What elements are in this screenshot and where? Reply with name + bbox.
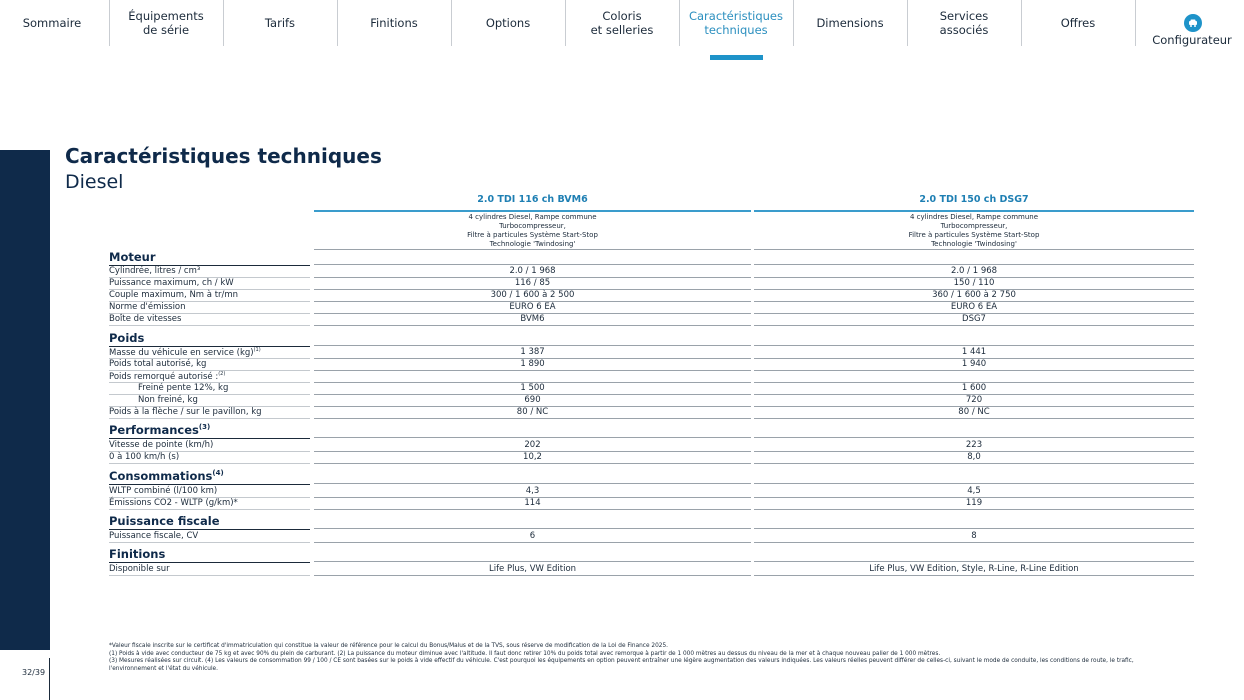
nav-tab-label: Services associés	[939, 9, 989, 37]
row-label	[109, 440, 213, 450]
row-label-text: WLTP combiné (l/100 km)	[109, 486, 218, 496]
value-cell-150ch: 8,0	[967, 452, 981, 462]
row-divider	[314, 463, 751, 464]
row-label-text: Disponible sur	[109, 564, 170, 574]
value-cell-116ch: 690	[524, 395, 541, 405]
row-label-text: Boîte de vitesses	[109, 314, 182, 324]
footnote-line: (1) Poids à vide avec conducteur de 75 kg et avec 90% du plein de carburant. (2) La puissance du moteur diminue avec l'altitude. Il faut donc retirer 10% du poids total avec remorque à partir de 1 000 mètres au dessus du niveau de la mer et à chaque nouveau palier de 1 000 mètres.	[109, 650, 941, 657]
engine-header-rule	[754, 210, 1194, 212]
value-cell-116ch: 10,2	[523, 452, 542, 462]
footnote-line: l'environnement et l'état du véhicule.	[109, 665, 218, 672]
row-label	[109, 347, 261, 358]
row-divider	[754, 483, 1194, 484]
footnotes	[109, 643, 1199, 673]
section-rule	[109, 438, 310, 439]
value-cell-150ch: 720	[965, 395, 983, 405]
row-divider	[754, 437, 1194, 438]
row-divider	[754, 264, 1194, 265]
row-label	[109, 486, 217, 496]
row-divider	[754, 575, 1194, 576]
nav-tab-1[interactable]	[110, 0, 222, 46]
nav-tab-8[interactable]	[908, 0, 1020, 46]
value-cell-116ch: 300 / 1 600 à 2 500	[490, 290, 575, 300]
section-rule	[109, 484, 310, 485]
value-cell-150ch: 360 / 1 600 à 2 750	[932, 290, 1016, 300]
nav-tab-label: Sommaire	[22, 16, 82, 30]
engine-name: 2.0 TDI 116 ch BVM6	[477, 194, 588, 205]
row-divider	[314, 575, 751, 576]
row-divider	[754, 463, 1194, 464]
engine-name: 2.0 TDI 150 ch DSG7	[919, 194, 1029, 205]
value-cell-116ch: 4,3	[525, 486, 540, 496]
value-cell-116ch: 2.0 / 1 968	[509, 266, 556, 276]
row-divider	[109, 418, 310, 419]
row-footnote-ref: (1)	[253, 347, 261, 353]
row-label-text: Poids total autorisé, kg	[109, 359, 207, 369]
row-label-text: Puissance maximum, ch / kW	[109, 278, 234, 288]
nav-tab-label: Finitions	[370, 16, 418, 30]
value-cell-150ch: 80 / NC	[958, 407, 990, 417]
row-divider	[754, 345, 1194, 346]
footnote-line: (3) Mesures réalisées sur circuit. (4) Les valeurs de consommation 99 / 100 / CE sont basées sur le poids à vide effectif du véhicule. C'est pourquoi les équipements en option peuvent entraîner une légère augmentation des valeurs indiquées. Les valeurs réelles peuvent différer de celles-ci, suivant le mode de conduite, les conditions de route, le trafic,	[109, 658, 1134, 664]
section-title-text: Poids	[109, 331, 145, 345]
row-label-text: Norme d'émission	[109, 302, 186, 312]
value-cell-150ch: 1 940	[961, 359, 987, 369]
value-cell-150ch: Life Plus, VW Edition, Style, R-Line, R-Line Edition	[869, 564, 1079, 574]
row-divider	[314, 325, 751, 326]
page-divider	[49, 658, 50, 700]
value-cell-150ch: 1 441	[961, 347, 987, 357]
nav-tab-label: Configurateur	[1152, 33, 1232, 47]
car-configurator-icon[interactable]	[1184, 14, 1202, 32]
section-title-text: Finitions	[109, 547, 166, 561]
value-cell-116ch: EURO 6 EA	[509, 302, 556, 312]
row-label	[109, 302, 186, 312]
row-label	[138, 395, 198, 405]
row-divider	[109, 463, 310, 464]
section-title-poids	[109, 331, 144, 345]
section-title-consommations	[109, 469, 224, 483]
nav-tab-7[interactable]	[794, 0, 906, 46]
row-label	[109, 266, 200, 276]
row-divider	[754, 509, 1194, 510]
value-cell-150ch: EURO 6 EA	[950, 302, 998, 312]
nav-tab-label: Offres	[1060, 16, 1096, 30]
row-divider	[314, 370, 751, 371]
row-divider	[314, 249, 751, 250]
row-label	[109, 498, 238, 508]
row-label	[109, 359, 206, 369]
row-label-text: Couple maximum, Nm à tr/mn	[109, 290, 239, 300]
row-footnote-ref: (2)	[218, 371, 226, 377]
section-title-finitions	[109, 547, 165, 561]
row-label-text: Non freiné, kg	[138, 395, 198, 405]
row-divider	[754, 249, 1194, 250]
row-label-text: Émissions CO2 - WLTP (g/km)*	[109, 498, 238, 508]
nav-tab-label: Dimensions	[816, 16, 884, 30]
row-divider	[754, 325, 1194, 326]
section-footnote-ref: (3)	[198, 423, 211, 432]
value-cell-150ch: 119	[965, 498, 983, 508]
nav-tab-label: Équipements de série	[128, 9, 204, 37]
row-divider	[314, 483, 751, 484]
value-cell-116ch: BVM6	[520, 314, 545, 324]
engine-description: 4 cylindres Diesel, Rampe commune Turbocompresseur, Filtre à particules Système Start-Stop Technologie 'Twindosing'	[467, 213, 598, 248]
section-title-fiscale	[109, 514, 220, 528]
row-divider	[314, 264, 751, 265]
nav-tab-2[interactable]	[224, 0, 336, 46]
value-cell-150ch: DSG7	[962, 314, 986, 324]
nav-tab-label: Options	[485, 16, 531, 30]
value-cell-150ch: 150 / 110	[953, 278, 995, 288]
row-label	[109, 371, 225, 382]
row-divider	[109, 325, 310, 326]
value-cell-116ch: 1 890	[520, 359, 545, 369]
row-label	[109, 278, 234, 288]
row-label-text: Poids à la flèche / sur le pavillon, kg	[109, 407, 262, 417]
active-tab-indicator	[710, 55, 763, 60]
value-cell-116ch: 114	[524, 498, 541, 508]
value-cell-150ch: 8	[971, 531, 977, 541]
row-label-text: Cylindrée, litres / cm³	[109, 266, 201, 276]
nav-tab-4[interactable]	[452, 0, 564, 46]
section-title-performances	[109, 423, 210, 437]
nav-tab-5[interactable]	[566, 0, 678, 46]
top-navigation	[0, 0, 1244, 60]
section-title-text: Consommations	[109, 469, 213, 483]
row-label	[109, 531, 198, 541]
page-title: Caractéristiques techniques	[65, 144, 382, 168]
value-cell-116ch: 6	[529, 531, 536, 541]
row-divider	[314, 561, 751, 562]
value-cell-116ch: 1 387	[520, 347, 545, 357]
row-divider	[109, 509, 310, 510]
value-cell-150ch: 223	[965, 440, 983, 450]
engine-header-rule	[314, 210, 751, 212]
footnote-line: *Valeur fiscale inscrite sur le certificat d'immatriculation qui constitue la valeur de référence pour le calcul du Bonus/Malus et de la TVS, sous réserve de modification de la Loi de Finance 2025.	[109, 643, 668, 649]
nav-tab-0[interactable]	[0, 0, 108, 46]
row-divider	[314, 437, 751, 438]
row-divider	[314, 528, 751, 529]
value-cell-116ch: 116 / 85	[514, 278, 551, 288]
row-label-text: Puissance fiscale, CV	[109, 531, 199, 541]
section-title-text: Moteur	[109, 250, 156, 264]
row-divider	[754, 561, 1194, 562]
row-divider	[314, 509, 751, 510]
section-title-moteur	[109, 250, 156, 264]
row-divider	[754, 542, 1194, 543]
section-rule	[109, 529, 310, 530]
row-divider	[754, 418, 1194, 419]
engine-description: 4 cylindres Diesel, Rampe commune Turbocompresseur, Filtre à particules Système Start-Stop Technologie 'Twindosing'	[908, 213, 1040, 248]
row-label	[109, 314, 181, 324]
section-title-text: Puissance fiscale	[109, 514, 220, 528]
nav-tab-6[interactable]	[680, 0, 792, 46]
value-cell-116ch: 202	[524, 440, 541, 450]
nav-tab-label: Coloris et selleries	[590, 9, 654, 37]
section-title-text: Performances	[109, 423, 199, 437]
row-label-text: Masse du véhicule en service (kg)	[109, 347, 254, 358]
row-divider	[314, 542, 751, 543]
page-subtitle: Diesel	[65, 171, 124, 193]
row-divider	[109, 575, 310, 576]
row-label	[109, 407, 262, 417]
value-cell-116ch: Life Plus, VW Edition	[488, 564, 577, 574]
nav-tab-3[interactable]	[338, 0, 450, 46]
section-footnote-ref: (4)	[212, 469, 224, 478]
value-cell-150ch: 2.0 / 1 968	[950, 266, 998, 276]
row-label-text: Vitesse de pointe (km/h)	[109, 440, 214, 450]
row-label-text: Freiné pente 12%, kg	[138, 383, 229, 393]
row-divider	[314, 418, 751, 419]
value-cell-150ch: 4,5	[967, 486, 981, 496]
row-label-text: Poids remorqué autorisé :	[109, 371, 219, 382]
row-divider	[754, 528, 1194, 529]
section-rule	[109, 562, 310, 563]
nav-tab-label: Tarifs	[264, 16, 296, 30]
row-label	[109, 290, 238, 300]
row-divider	[109, 542, 310, 543]
side-color-bar	[0, 150, 50, 650]
row-label-text: 0 à 100 km/h (s)	[109, 452, 180, 462]
row-label	[109, 564, 170, 574]
row-label	[138, 383, 228, 393]
page-number: 32/39	[22, 668, 46, 677]
value-cell-150ch: 1 600	[961, 383, 987, 393]
row-divider	[314, 345, 751, 346]
nav-tab-9[interactable]	[1022, 0, 1134, 46]
row-label	[109, 452, 179, 462]
value-cell-116ch: 80 / NC	[516, 407, 549, 417]
row-divider	[754, 370, 1194, 371]
nav-tab-label: Caractéristiques techniques	[688, 9, 784, 37]
value-cell-116ch: 1 500	[520, 383, 545, 393]
